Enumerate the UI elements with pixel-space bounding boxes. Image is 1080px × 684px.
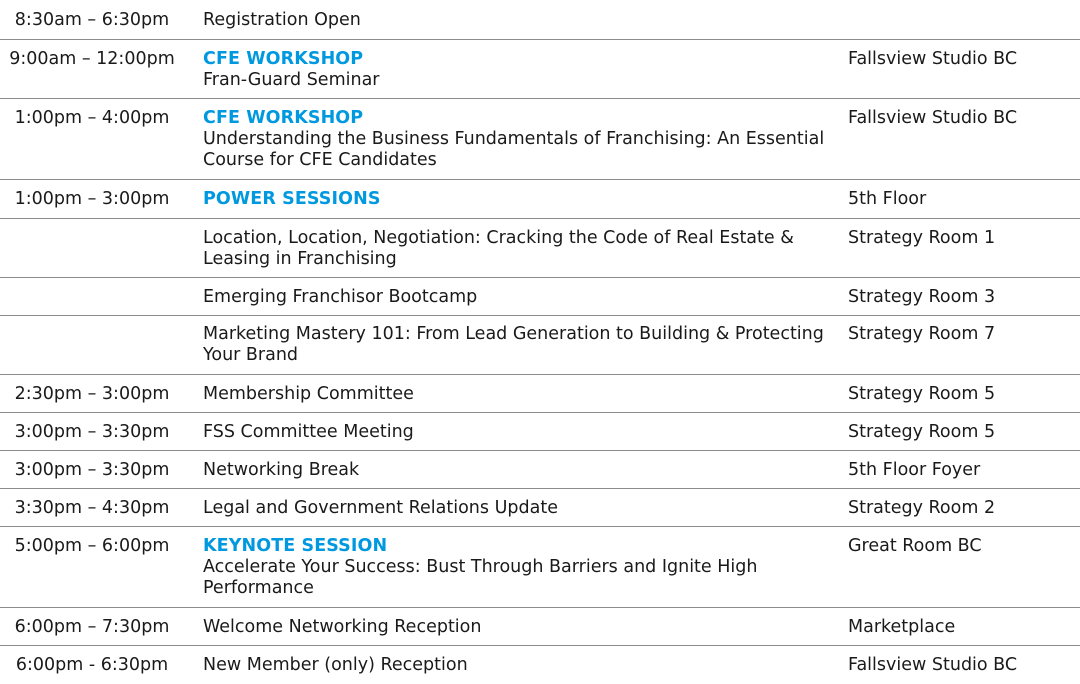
row-room: 5th Floor	[848, 189, 927, 209]
schedule-row	[0, 219, 1080, 278]
row-description	[196, 10, 834, 31]
row-time: 6:00pm - 6:30pm	[15, 655, 169, 675]
row-time: 9:00am – 12:00pm	[9, 49, 175, 69]
row-description	[196, 287, 834, 308]
row-room: Strategy Room 7	[848, 324, 996, 344]
row-time: 5:00pm – 6:00pm	[14, 536, 170, 556]
schedule-row	[0, 180, 1080, 219]
row-time: 3:30pm – 4:30pm	[14, 498, 170, 518]
row-title: Understanding the Business Fundamentals of Franchising: An Essential Course for CFE Candidates	[203, 129, 825, 170]
row-description	[196, 536, 834, 599]
row-time: 8:30am – 6:30pm	[14, 10, 170, 30]
schedule-row	[0, 413, 1080, 451]
schedule-row	[0, 0, 1080, 40]
row-description	[196, 422, 834, 443]
row-room: Fallsview Studio BC	[848, 108, 1018, 128]
row-time: 6:00pm – 7:30pm	[14, 617, 170, 637]
row-description	[196, 655, 834, 676]
row-description	[196, 108, 834, 171]
row-time: 3:00pm – 3:30pm	[14, 460, 170, 480]
schedule-row	[0, 278, 1080, 316]
row-description	[196, 498, 834, 519]
row-room: Fallsview Studio BC	[848, 655, 1018, 675]
row-room: Strategy Room 5	[848, 422, 996, 442]
row-heading: KEYNOTE SESSION	[203, 536, 388, 556]
schedule-row	[0, 99, 1080, 180]
row-room: Strategy Room 2	[848, 498, 996, 518]
row-title: Location, Location, Negotiation: Cracking the Code of Real Estate & Leasing in Franchising	[203, 228, 794, 269]
schedule-row	[0, 316, 1080, 375]
row-description	[196, 189, 834, 210]
schedule-row	[0, 608, 1080, 646]
schedule-row	[0, 527, 1080, 608]
row-title: Registration Open	[203, 10, 361, 30]
row-title: New Member (only) Reception	[203, 655, 468, 675]
row-description	[196, 228, 834, 270]
schedule-row	[0, 40, 1080, 99]
row-title: Welcome Networking Reception	[203, 617, 482, 637]
row-heading: CFE WORKSHOP	[203, 49, 364, 69]
row-title: FSS Committee Meeting	[203, 422, 414, 442]
row-title: Marketing Mastery 101: From Lead Generation to Building & Protecting Your Brand	[203, 324, 824, 365]
row-room: Fallsview Studio BC	[848, 49, 1018, 69]
schedule-row	[0, 646, 1080, 684]
row-title: Accelerate Your Success: Bust Through Barriers and Ignite High Performance	[203, 557, 758, 598]
row-heading: POWER SESSIONS	[203, 189, 381, 209]
row-description	[196, 324, 834, 366]
row-room: Strategy Room 1	[848, 228, 996, 248]
row-room: 5th Floor Foyer	[848, 460, 981, 480]
row-title: Emerging Franchisor Bootcamp	[203, 287, 478, 307]
row-description	[196, 617, 834, 638]
row-time: 2:30pm – 3:00pm	[14, 384, 170, 404]
row-time: 3:00pm – 3:30pm	[14, 422, 170, 442]
row-time: 1:00pm – 3:00pm	[14, 189, 170, 209]
schedule-row	[0, 451, 1080, 489]
row-room: Strategy Room 5	[848, 384, 996, 404]
row-title: Networking Break	[203, 460, 360, 480]
row-title: Membership Committee	[203, 384, 414, 404]
row-time: 1:00pm – 4:00pm	[14, 108, 170, 128]
row-description	[196, 384, 834, 405]
row-room: Great Room BC	[848, 536, 982, 556]
row-room: Marketplace	[848, 617, 956, 637]
row-heading: CFE WORKSHOP	[203, 108, 364, 128]
row-description	[196, 49, 834, 91]
schedule-row	[0, 489, 1080, 527]
row-title: Legal and Government Relations Update	[203, 498, 558, 518]
row-title: Fran-Guard Seminar	[203, 70, 380, 90]
schedule-row	[0, 375, 1080, 413]
row-description	[196, 460, 834, 481]
row-room: Strategy Room 3	[848, 287, 996, 307]
